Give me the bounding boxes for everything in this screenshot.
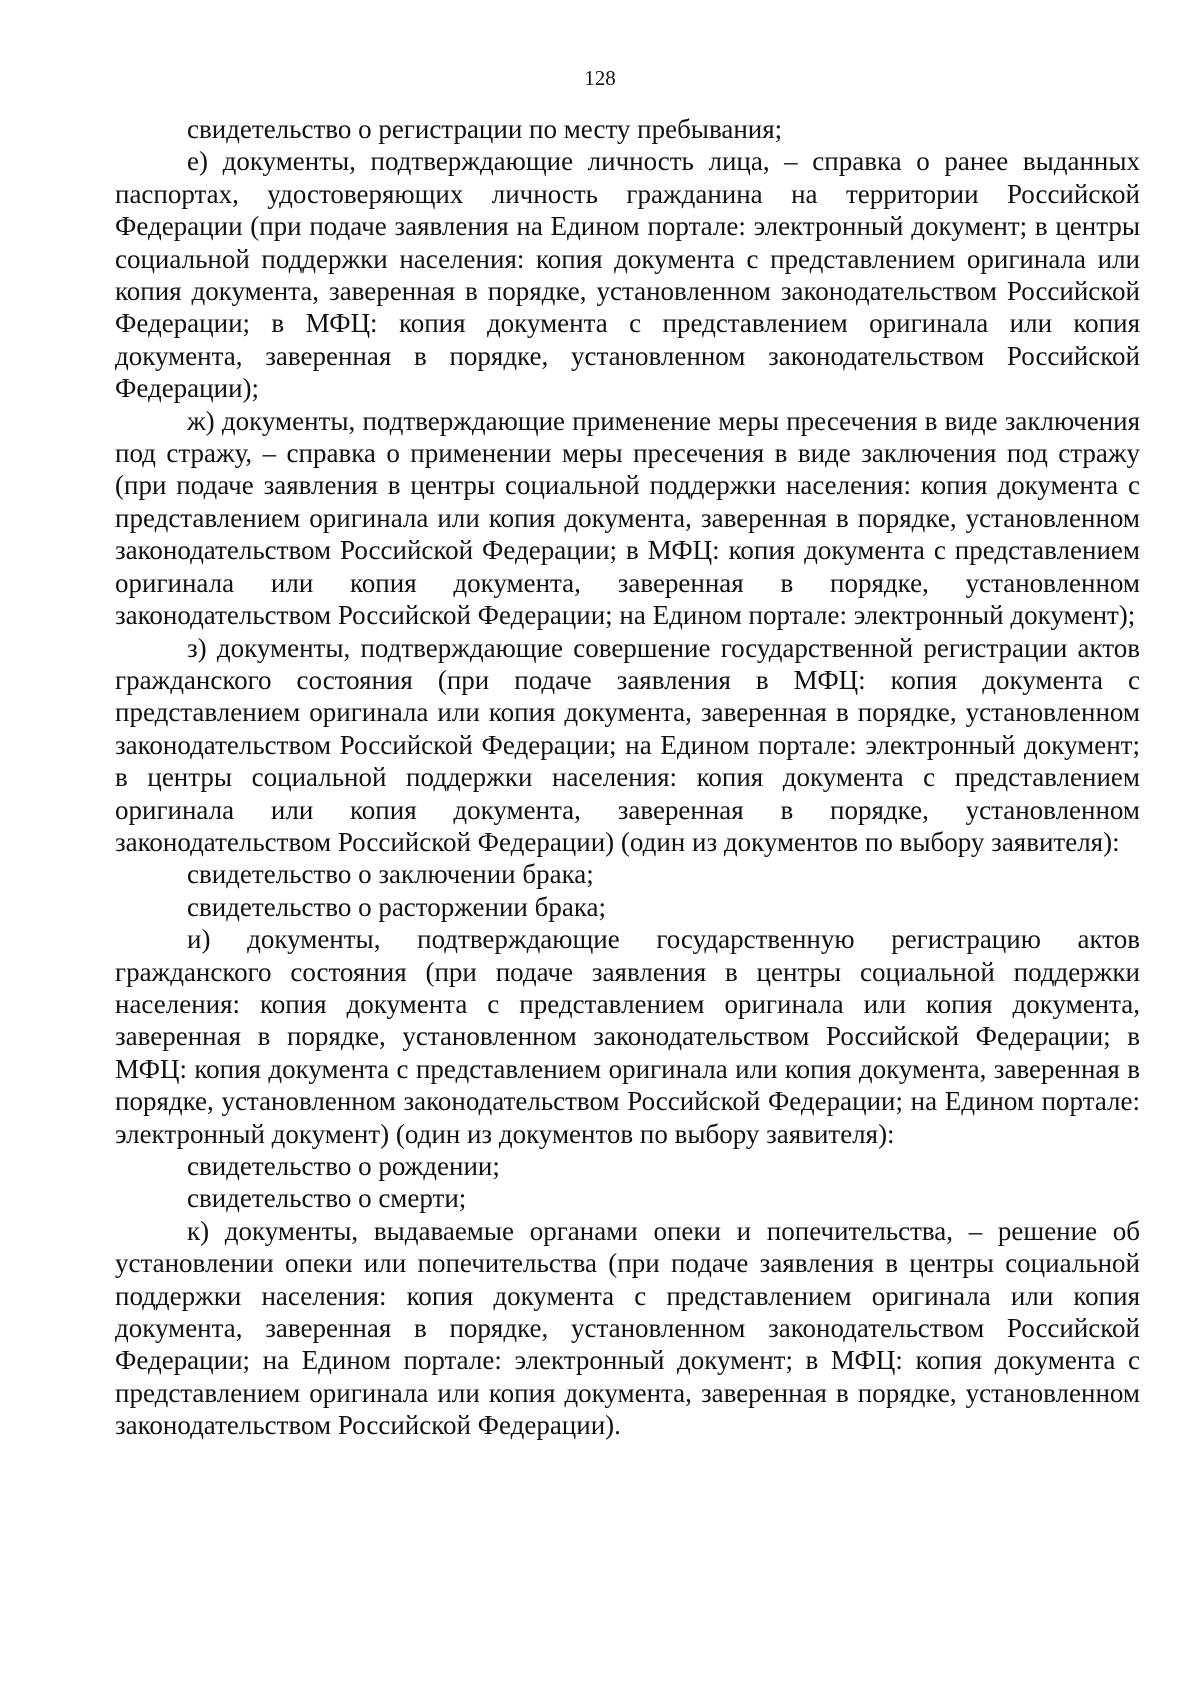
document-body (115, 113, 1140, 1442)
paragraph-item-z-civil-registration: з) документы, подтверждающие совершение государственной регистрации актов гражданского состояния (при подаче заявления в МФЦ: копия документа с представлением оригинала или копия документа, заверенная в порядке, установленном законодательством Российской Федерации; на Едином портале: электронный документ; в центры социальной поддержки населения: копия документа с представлением оригинала или копия документа, заверенная в порядке, установленном законодательством Российской Федерации) (один из документов по выбору заявителя): (115, 632, 1140, 857)
paragraph-divorce-certificate: свидетельство о расторжении брака; (187, 891, 607, 922)
paragraph-residence-certificate: свидетельство о регистрации по месту пребывания; (187, 114, 783, 144)
paragraph-marriage-certificate: свидетельство о заключении брака; (187, 859, 594, 890)
paragraph-item-e-identity-documents: е) документы, подтверждающие личность лица, – справка о ранее выданных паспортах, удостоверяющих личность гражданина на территории Российской Федерации (при подаче заявления на Едином портале: электронный документ; в центры социальной поддержки населения: копия документа с представлением оригинала или копия документа, заверенная в порядке, установленном законодательством Российской Федерации; в МФЦ: копия документа с представлением оригинала или копия документа, заверенная в порядке, установленном законодательством Российской Федерации); (115, 146, 1140, 404)
paragraph-death-certificate: свидетельство о смерти; (187, 1183, 467, 1214)
paragraph-birth-certificate: свидетельство о рождении; (187, 1151, 500, 1181)
page-number: 128 (584, 66, 616, 90)
paragraph-item-k-guardianship: к) документы, выдаваемые органами опеки и попечительства, – решение об установлении опеки или попечительства (при подаче заявления в центры социальной поддержки населения: копия документа с представлением оригинала или копия документа, заверенная в порядке, установленном законодательством Российской Федерации; на Едином портале: электронный документ; в МФЦ: копия документа с представлением оригинала или копия документа, заверенная в порядке, установленном законодательством Российской Федерации). (115, 1215, 1140, 1441)
paragraph-item-zh-detention-documents: ж) документы, подтверждающие применение меры пресечения в виде заключения под стражу, – справка о применении меры пресечения в виде заключения под стражу (при подаче заявления в центры социальной поддержки населения: копия документа с представлением оригинала или копия документа, заверенная в порядке, установленном законодательством Российской Федерации; в МФЦ: копия документа с представлением оригинала или копия документа, заверенная в порядке, установленном законодательством Российской Федерации; на Едином портале: электронный документ); (115, 405, 1140, 631)
paragraph-item-i-civil-registration: и) документы, подтверждающие государственную регистрацию актов гражданского состояния (при подаче заявления в центры социальной поддержки населения: копия документа с представлением оригинала или копия документа, заверенная в порядке, установленном законодательством Российской Федерации; в МФЦ: копия документа с представлением оригинала или копия документа, заверенная в порядке, установленном законодательством Российской Федерации; на Едином портале: электронный документ) (один из документов по выбору заявителя): (115, 924, 1140, 1149)
